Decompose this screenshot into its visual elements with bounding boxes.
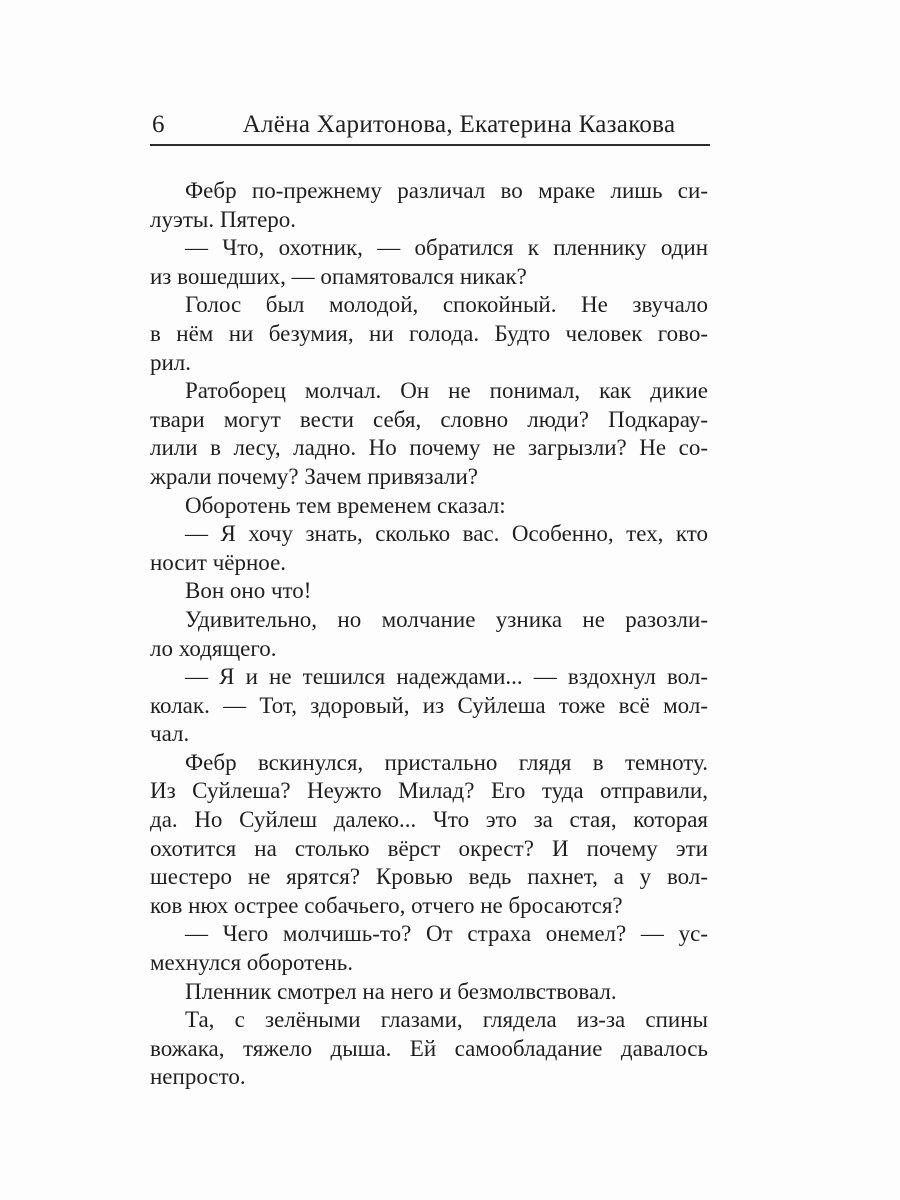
text-line: мехнулся оборотень.	[150, 950, 353, 976]
text-line: чал.	[150, 721, 190, 747]
text-line: рил.	[150, 349, 192, 375]
text-line: — Чего молчишь-то? От страха онемел? — ус-	[185, 921, 708, 947]
text-line: Фебр по-прежнему различал во мраке лишь си-	[185, 178, 708, 203]
text-line: да. Но Суйлеш далеко... Что это за стая, которая	[150, 807, 708, 833]
text-line: Вон оно что!	[185, 578, 312, 604]
running-head	[150, 108, 708, 142]
text-line: Удивительно, но молчание узника не разозли-	[185, 606, 708, 632]
text-line: ков нюх острее собачьего, отчего не бросаются?	[150, 892, 623, 918]
text-line: Фебр вскинулся, пристально глядя в темноту.	[185, 749, 708, 775]
text-column	[150, 108, 708, 1092]
text-line: Из Суйлеша? Неужто Милад? Его туда отправили,	[150, 778, 708, 804]
page-number: 6	[152, 111, 165, 138]
text-line: — Я хочу знать, сколько вас. Особенно, тех, кто	[185, 521, 708, 547]
text-line: Голос был молодой, спокойный. Не звучало	[185, 292, 708, 318]
text-line: охотится на столько вёрст окрест? И почему эти	[150, 835, 708, 861]
text-line: в нём ни безумия, ни голода. Будто человек гово-	[150, 320, 708, 346]
text-line: из вошедших, — опамятовался никак?	[150, 263, 527, 289]
text-line: Ратоборец молчал. Он не понимал, как дикие	[185, 378, 708, 404]
text-line: Пленник смотрел на него и безмолвствовал.	[185, 978, 617, 1004]
text-line: вожака, тяжело дыша. Ей самообладание давалось	[150, 1035, 708, 1061]
body-text	[150, 177, 708, 1092]
text-line: Оборотень тем временем сказал:	[185, 492, 506, 518]
text-line: жрали почему? Зачем привязали?	[150, 463, 478, 489]
header-rule	[150, 144, 710, 146]
text-line: ло ходящего.	[150, 635, 277, 661]
text-line: носит чёрное.	[150, 549, 287, 575]
text-line: колак. — Тот, здоровый, из Суйлеша тоже всё мол-	[150, 692, 708, 718]
text-line: луэты. Пятеро.	[150, 206, 297, 232]
text-line: — Я и не тешился надеждами... — вздохнул вол-	[185, 664, 708, 690]
text-line: твари могут вести себя, словно люди? Подкарау-	[150, 406, 708, 432]
running-title: Алёна Харитонова, Екатерина Казакова	[242, 111, 676, 138]
text-line: непросто.	[150, 1064, 246, 1090]
text-line: шестеро не ярятся? Кровью ведь пахнет, а у вол-	[150, 864, 708, 890]
text-line: лили в лесу, ладно. Но почему не загрызли? Не со-	[150, 435, 708, 461]
text-line: — Что, охотник, — обратился к пленнику один	[185, 235, 708, 261]
text-line: Та, с зелёными глазами, глядела из-за спины	[185, 1007, 708, 1033]
